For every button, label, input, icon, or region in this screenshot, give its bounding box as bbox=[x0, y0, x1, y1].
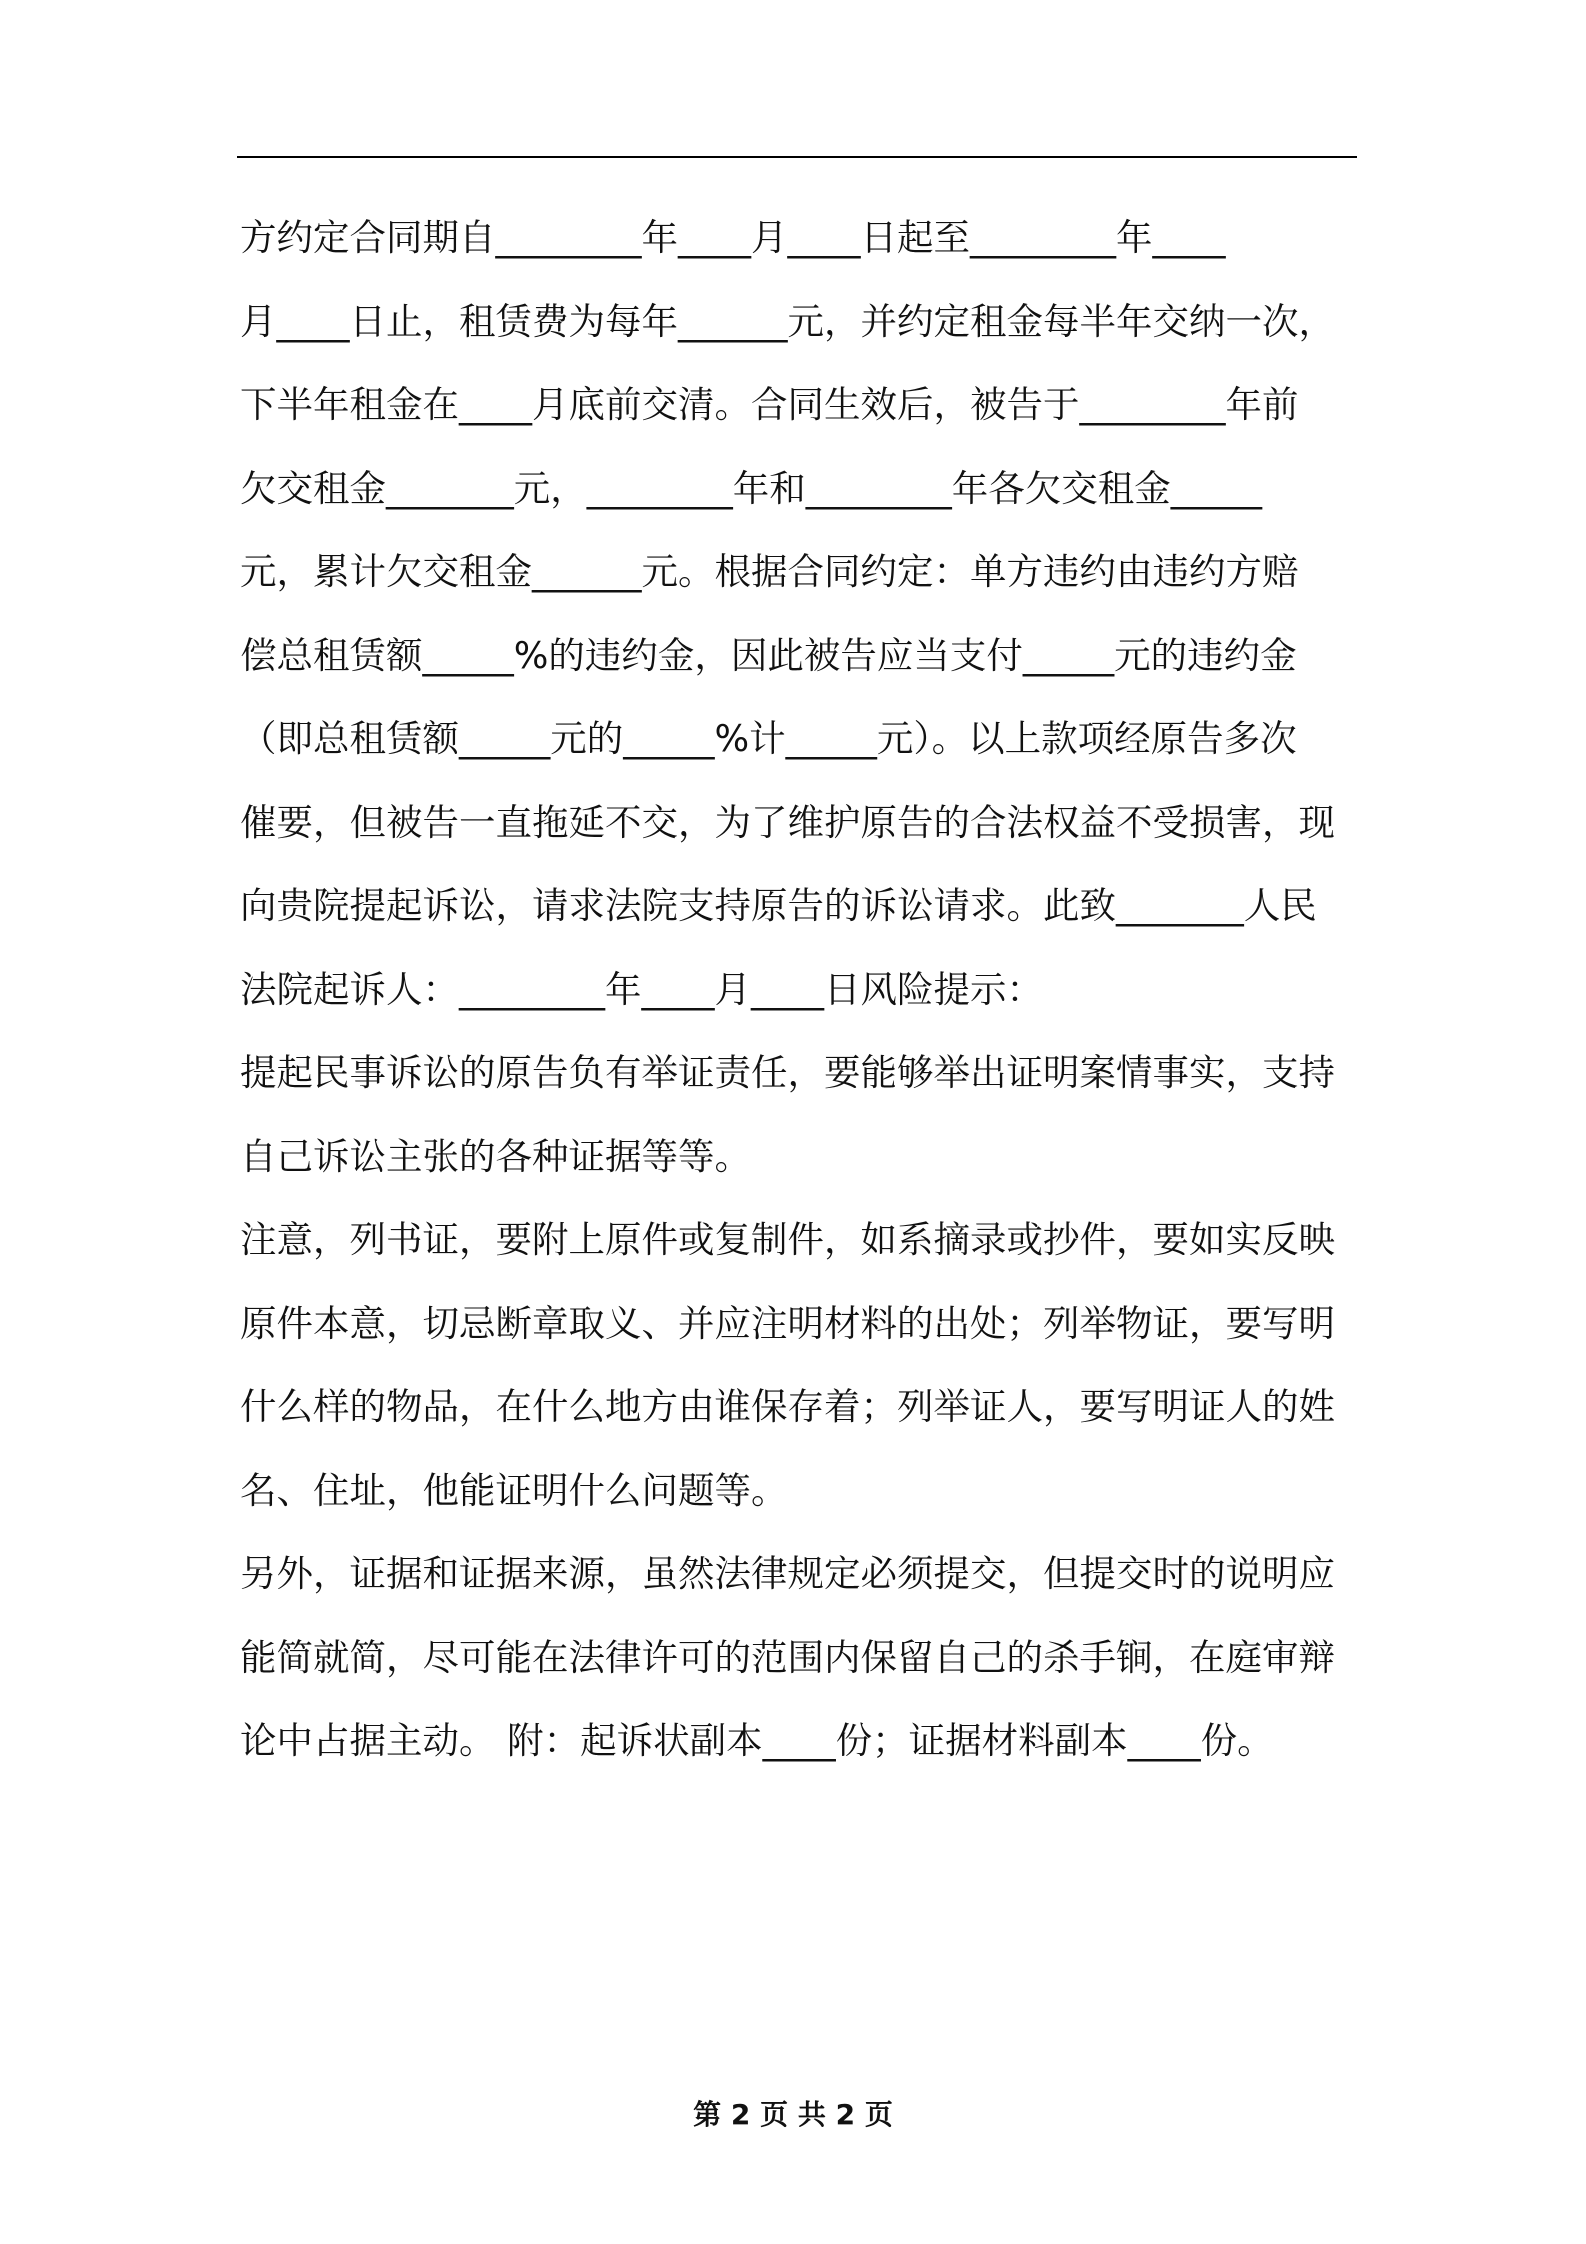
body-line: （即总租赁额_____元的_____%计_____元）。以上款项经原告多次 bbox=[240, 717, 1297, 760]
body-line: 法院起诉人：________年____月____日风险提示： bbox=[240, 967, 1043, 1011]
body-line: 原件本意，切忌断章取义、并应注明材料的出处；列举物证，要写明 bbox=[240, 1301, 1335, 1345]
body-line: 欠交租金_______元，________年和________年各欠交租金_____ bbox=[240, 466, 1262, 510]
body-line: 向贵院提起诉讼，请求法院支持原告的诉讼请求。此致_______人民 bbox=[240, 884, 1317, 927]
body-line: 偿总租赁额_____%的违约金，因此被告应当支付_____元的违约金 bbox=[240, 633, 1297, 677]
body-line: 方约定合同期自________年____月____日起至________年____ bbox=[240, 216, 1226, 259]
body-line: 提起民事诉讼的原告负有举证责任，要能够举出证明案情事实，支持 bbox=[240, 1051, 1335, 1094]
body-line: 催要，但被告一直拖延不交，为了维护原告的合法权益不受损害，现 bbox=[240, 800, 1335, 844]
body-line: 月____日止，租赁费为每年______元，并约定租金每半年交纳一次， bbox=[240, 299, 1335, 343]
body-line: 另外，证据和证据来源，虽然法律规定必须提交，但提交时的说明应 bbox=[240, 1552, 1335, 1595]
body-line: 名、住址，他能证明什么问题等。 bbox=[240, 1468, 788, 1512]
body-line: 能简就简，尽可能在法律许可的范围内保留自己的杀手锏，在庭审辩 bbox=[240, 1635, 1335, 1679]
body-line: 自己诉讼主张的各种证据等等。 bbox=[240, 1134, 751, 1178]
body-line: 元，累计欠交租金______元。根据合同约定：单方违约由违约方赔 bbox=[240, 550, 1299, 593]
body-line: 什么样的物品，在什么地方由谁保存着；列举证人，要写明证人的姓 bbox=[240, 1385, 1335, 1428]
page-number-footer: 第 2 页 共 2 页 bbox=[693, 2098, 893, 2131]
document-body bbox=[240, 196, 1360, 1783]
body-line: 注意，列书证，要附上原件或复制件，如系摘录或抄件，要如实反映 bbox=[240, 1218, 1335, 1261]
header-rule bbox=[237, 156, 1357, 158]
body-line: 下半年租金在____月底前交清。合同生效后，被告于________年前 bbox=[240, 383, 1299, 426]
body-line: 论中占据主动。 附：起诉状副本____份；证据材料副本____份。 bbox=[240, 1719, 1274, 1762]
